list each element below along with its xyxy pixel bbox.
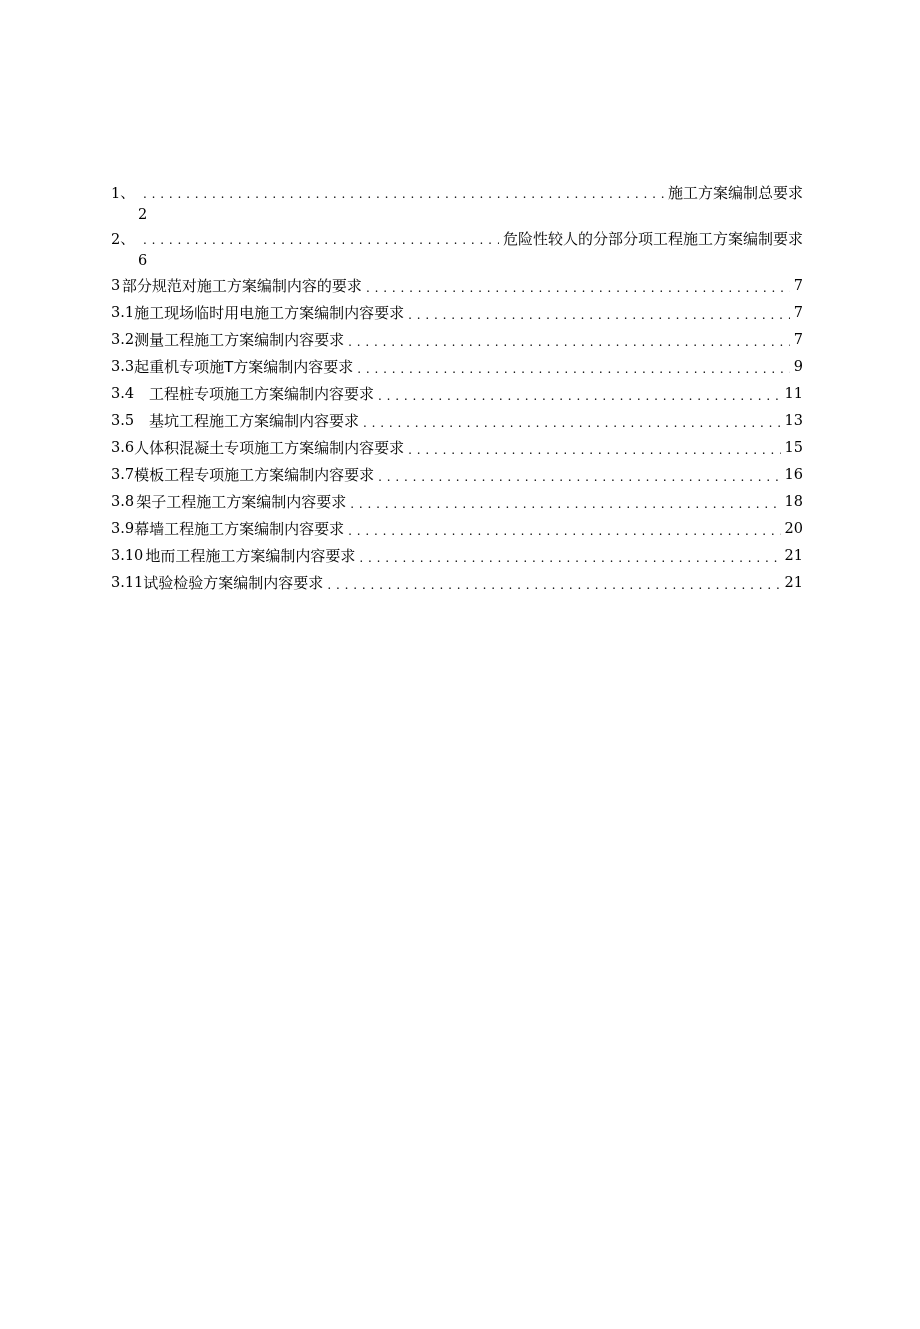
toc-entry-title: 施工方案编制总要求 (667, 183, 803, 202)
toc-entry[interactable] (111, 542, 803, 569)
toc-entry-title: 基坑工程施工方案编制内容要求 (149, 412, 360, 430)
toc-leader-dots (357, 363, 790, 375)
toc-entry-title: 测量工程施工方案编制内容要求 (134, 331, 345, 349)
toc-entry-number: 3.2 (111, 331, 135, 348)
toc-entry-page: 7 (793, 277, 803, 294)
toc-entry-page: 21 (784, 547, 803, 564)
toc-entry[interactable] (111, 515, 803, 542)
toc-entry-page: 15 (784, 439, 803, 456)
toc-leader-dots (408, 444, 780, 456)
toc-entry-title: 地而工程施工方案编制内容要求 (145, 547, 356, 565)
toc-entry-number: 3.9 (111, 520, 135, 537)
toc-entry-page: 21 (784, 574, 803, 591)
toc-entry[interactable] (111, 272, 803, 299)
toc-entry-page: 7 (793, 331, 803, 348)
toc-entry-title: 起重机专项施T方案编制内容要求 (134, 358, 354, 376)
toc-leader-dots (378, 471, 780, 483)
toc-entry-page: 16 (784, 466, 803, 483)
toc-leader-dots (359, 552, 780, 564)
toc-entry-number: 3.8 (111, 493, 135, 510)
toc-leader-dots (366, 282, 790, 294)
toc-entry-title: 试验检验方案编制内容要求 (143, 574, 324, 592)
toc-entry-title: 施工现场临时用电施工方案编制内容要求 (134, 304, 405, 322)
toc-entry[interactable] (111, 180, 803, 204)
toc-entry-number: 3.6 (111, 439, 135, 456)
toc-leader-dots (363, 417, 781, 429)
toc-entry[interactable] (111, 380, 803, 407)
toc-entry-number: 3 (111, 277, 121, 294)
toc-entry-number: 1、 (111, 185, 135, 202)
toc-entry-page: 7 (793, 304, 803, 321)
toc-entry-number: 3.1 (111, 304, 135, 321)
toc-entry-title: 危险性较人的分部分项工程施工方案编制要求 (502, 229, 803, 248)
toc-leader-dots (378, 390, 781, 402)
toc-entry[interactable] (111, 488, 803, 515)
toc-entry[interactable] (111, 407, 803, 434)
toc-leader-dots (408, 309, 790, 321)
toc-leader-dots (348, 336, 790, 348)
toc-entry-title: 工程桩专项施工方案编制内容要求 (149, 385, 375, 403)
toc-entry-page: 13 (784, 412, 803, 429)
toc-leader-dots (327, 579, 780, 591)
toc-entry-number: 3.3 (111, 358, 135, 375)
toc-entry-page: 18 (784, 493, 803, 510)
toc-entry-title: 部分规范对施工方案编制内容的要求 (121, 277, 362, 295)
toc-entry[interactable] (111, 326, 803, 353)
toc-entry[interactable] (111, 299, 803, 326)
toc-leader-dots (143, 234, 499, 246)
toc-leader-dots (350, 498, 780, 510)
toc-entry-page: 20 (784, 520, 803, 537)
toc-entry-page: 11 (784, 385, 803, 402)
toc-entry-title: 人体积混凝土专项施工方案编制内容要求 (134, 439, 405, 457)
toc-entry-title: 模板工程专项施工方案编制内容要求 (134, 466, 375, 484)
toc-entry[interactable] (111, 226, 803, 250)
table-of-contents (111, 180, 803, 596)
toc-entry-number: 3.10 (111, 547, 144, 564)
toc-leader-dots (143, 188, 664, 200)
toc-entry-number: 3.11 (111, 574, 144, 591)
toc-entry-page: 9 (793, 358, 803, 375)
toc-entry-number: 3.5 (111, 412, 135, 429)
toc-entry-title: 架子工程施工方案编制内容要求 (136, 493, 347, 511)
toc-entry-page: 6 (138, 253, 148, 269)
toc-entry-title: 幕墙工程施工方案编制内容要求 (134, 520, 345, 538)
toc-entry-number: 3.4 (111, 385, 135, 402)
toc-entry[interactable] (111, 353, 803, 380)
toc-entry-number: 2、 (111, 231, 135, 248)
toc-entry[interactable] (111, 569, 803, 596)
toc-entry-number: 3.7 (111, 466, 135, 483)
toc-entry[interactable] (111, 461, 803, 488)
toc-entry-page: 2 (138, 207, 148, 223)
toc-entry[interactable] (111, 434, 803, 461)
toc-leader-dots (348, 525, 780, 537)
